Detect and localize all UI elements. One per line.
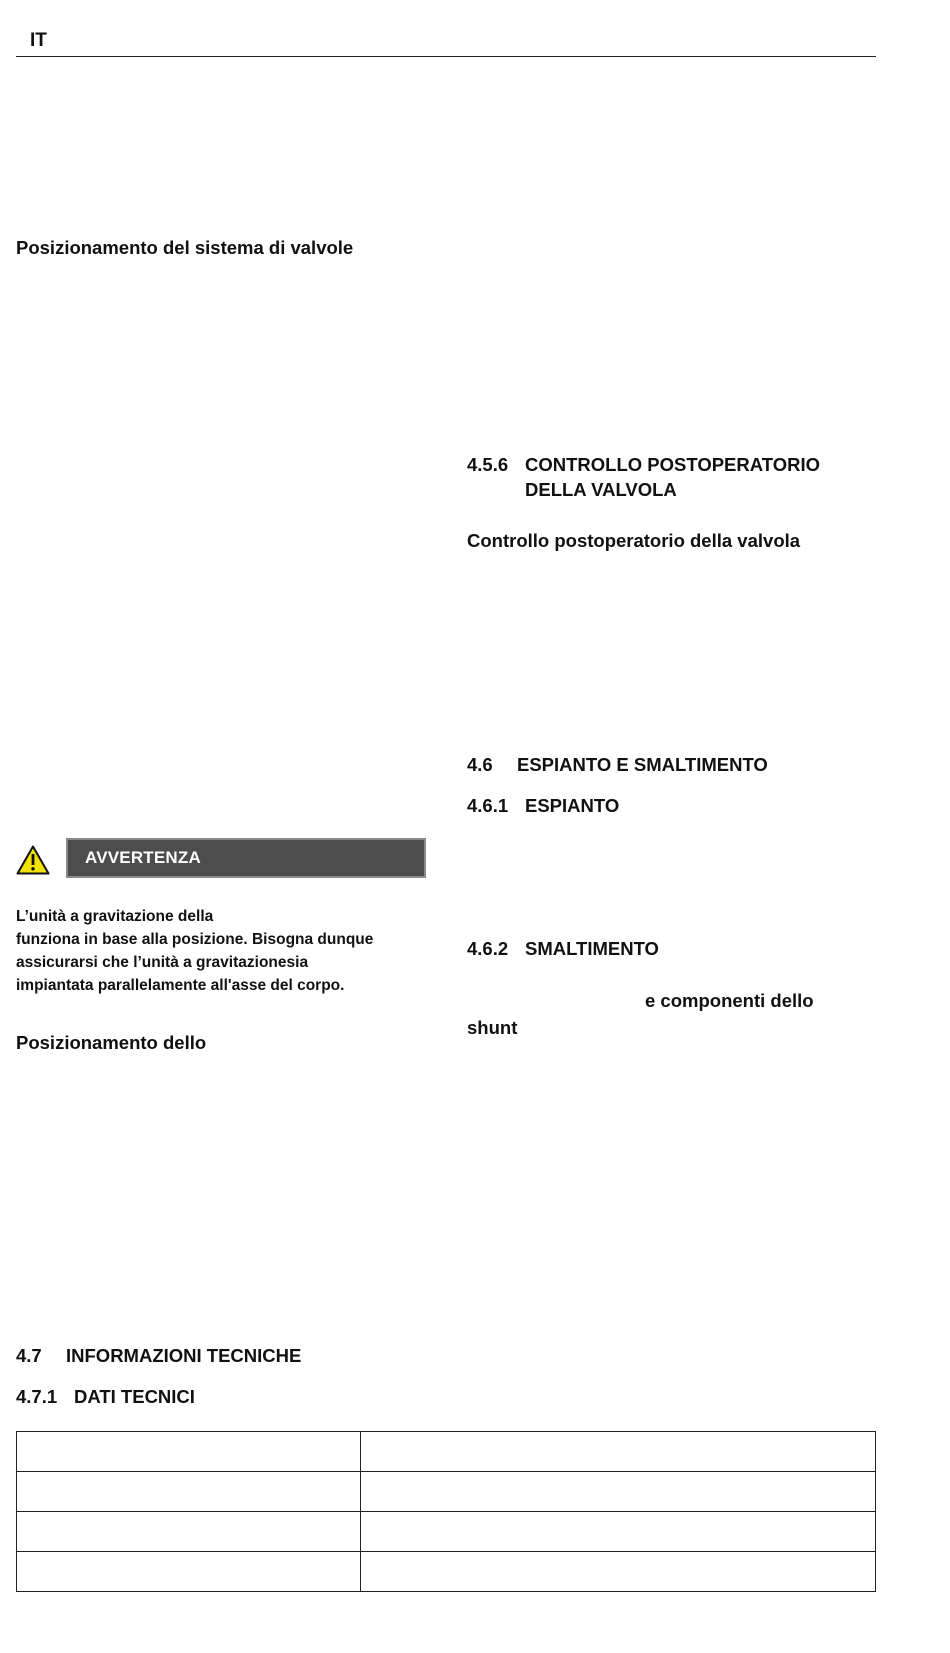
section-4-6-1-heading	[467, 795, 619, 817]
warning-text-fragment: funziona in base alla posizione. Bisogna dunque	[16, 931, 374, 948]
table-cell	[17, 1552, 361, 1592]
positioning-shunt-heading: Posizionamento dello	[16, 1032, 207, 1053]
section-4-5-6-heading	[467, 452, 820, 502]
table-cell	[17, 1472, 361, 1512]
table-cell	[361, 1512, 876, 1552]
section-4-6-2-heading	[467, 938, 659, 960]
warning-text-fragment: sia	[286, 954, 309, 971]
disposal-text-line-2: shunt	[467, 1017, 518, 1038]
section-title: ESPIANTO E SMALTIMENTO	[517, 754, 768, 775]
section-4-7-1-heading	[16, 1386, 195, 1408]
table-cell	[17, 1512, 361, 1552]
warning-text	[16, 905, 425, 997]
section-number: 4.5.6	[467, 454, 509, 475]
table-row	[17, 1552, 876, 1592]
section-4-7-heading	[16, 1345, 301, 1367]
section-title: DATI TECNICI	[74, 1386, 195, 1407]
warning-text-line	[16, 928, 425, 951]
table-cell	[361, 1432, 876, 1472]
header-rule	[16, 56, 876, 57]
postoperative-check-heading: Controllo postoperatorio della valvola	[467, 530, 801, 551]
section-title-line-1: CONTROLLO POSTOPERATORIO	[525, 454, 820, 475]
table-row	[17, 1432, 876, 1472]
warning-triangle-icon	[16, 845, 50, 875]
language-code: IT	[30, 30, 47, 51]
technical-data-table	[16, 1431, 876, 1592]
table-cell	[17, 1432, 361, 1472]
section-number: 4.6.2	[467, 938, 509, 959]
table-cell	[361, 1552, 876, 1592]
warning-text-line: L’unità a gravitazione della	[16, 908, 214, 925]
warning-label: AVVERTENZA	[85, 848, 201, 867]
section-number: 4.6.1	[467, 795, 509, 816]
table-cell	[361, 1472, 876, 1512]
table-row	[17, 1472, 876, 1512]
section-title-line-2: DELLA VALVOLA	[525, 479, 677, 500]
disposal-text-line-1: e componenti dello	[645, 990, 814, 1011]
section-number: 4.6	[467, 754, 493, 775]
warning-text-fragment: assicurarsi che l’unità a gravitazione	[16, 954, 287, 971]
table-row	[17, 1512, 876, 1552]
positioning-valve-system-heading: Posizionamento del sistema di valvole	[16, 237, 354, 258]
warning-text-line	[16, 951, 425, 974]
section-title: INFORMAZIONI TECNICHE	[66, 1345, 302, 1366]
section-number: 4.7	[16, 1345, 42, 1366]
section-title: SMALTIMENTO	[525, 938, 659, 959]
warning-text-line: impiantata parallelamente all'asse del corpo.	[16, 977, 345, 994]
section-title: ESPIANTO	[525, 795, 620, 816]
section-4-6-heading	[467, 754, 768, 776]
warning-banner	[66, 838, 426, 878]
section-number: 4.7.1	[16, 1386, 58, 1407]
